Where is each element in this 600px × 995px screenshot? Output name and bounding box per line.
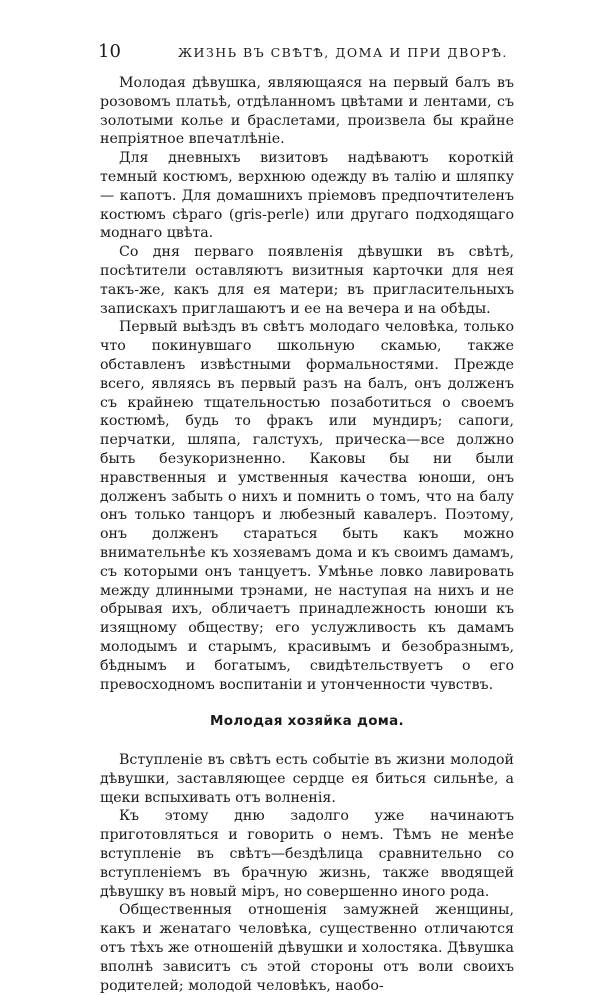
paragraph: Для дневныхъ визитовъ надѣваютъ короткій темный костюмъ, верхнюю одежду въ талію и шляпку — капотъ. Для домашнихъ пріемовъ предпочтителенъ костюмъ сѣраго (gris-perle) или другаго подходящаго моднаго цвѣта. (100, 150, 514, 242)
paragraph: Къ этому дню задолго уже начинаютъ приготовляться и говорить о немъ. Тѣмъ не менѣе вступленіе въ свѣтъ—бездѣлица сравнительно со вступленіемъ въ брачную жизнь, также вводящей дѣвушку въ новый міръ, но совершенно иного рода. (100, 808, 514, 900)
page-number: 10 (98, 41, 121, 62)
paragraph: Молодая дѣвушка, являющаяся на первый балъ въ розовомъ платьѣ, отдѣланномъ цвѣтами и лентами, съ золотыми колье и браслетами, произвела бы крайне непріятное впечатлѣніе. (100, 75, 514, 148)
paragraph: Вступленіе въ свѣтъ есть событіе въ жизни молодой дѣвушки, заставляющее сердце ея биться сильнѣе, а щеки вспыхивать отъ волненія. (100, 752, 514, 806)
section-heading: Молодая хозяйка дома. (210, 713, 404, 730)
paragraph: Общественныя отношенія замужней женщины, какъ и женатаго человѣка, существенно отличаются отъ тѣхъ же отношеній дѣвушки и холостяка. Дѣвушка вполнѣ зависитъ съ этой стороны отъ воли своихъ родителей; молодой человѣкъ, наобо- (100, 902, 514, 994)
running-title: ЖИЗНЬ ВЪ СВѢТѢ, ДОМА И ПРИ ДВОРѢ. (178, 45, 508, 60)
paragraph: Со дня перваго появленія дѣвушки въ свѣтѣ, посѣтители оставляютъ визитныя карточки для нея такъ-же, какъ для ея матери; въ пригласительныхъ запискахъ приглашаютъ и ее на вечера и на обѣды. (100, 244, 514, 317)
page-header (98, 40, 508, 64)
page-body (100, 74, 514, 995)
paragraph: Первый выѣздъ въ свѣтъ молодаго человѣка, только что покинувшаго школьную скамью, также обставленъ извѣстными формальностями. Прежде всего, являясь въ первый разъ на балъ, онъ долженъ съ крайнею тщательностью позаботиться о своемъ костюмѣ, будь то фракъ или мундиръ; сапоги, перчатки, шляпа, галстухъ, прическа—все должно быть безукоризненно. Каковы бы ни были нравственныя и умственныя качества юноши, онъ долженъ забыть о нихъ и помнить о томъ, что на балу онъ только танцоръ и любезный кавалеръ. Поэтому, онъ долженъ стараться быть какъ можно внимательнѣе къ хозяевамъ дома и къ своимъ дамамъ, съ которыми онъ танцуетъ. Умѣнье ловко лавировать между длинными трэнами, не наступая на нихъ и не обрывая ихъ, обличаетъ принадлежность юноши къ изящному обществу; его услужливость къ дамамъ молодымъ и старымъ, красивымъ и безобразнымъ, бѣднымъ и богатымъ, свидѣтельствуетъ о его превосходномъ воспитаніи и утонченности чувствъ. (100, 319, 514, 693)
